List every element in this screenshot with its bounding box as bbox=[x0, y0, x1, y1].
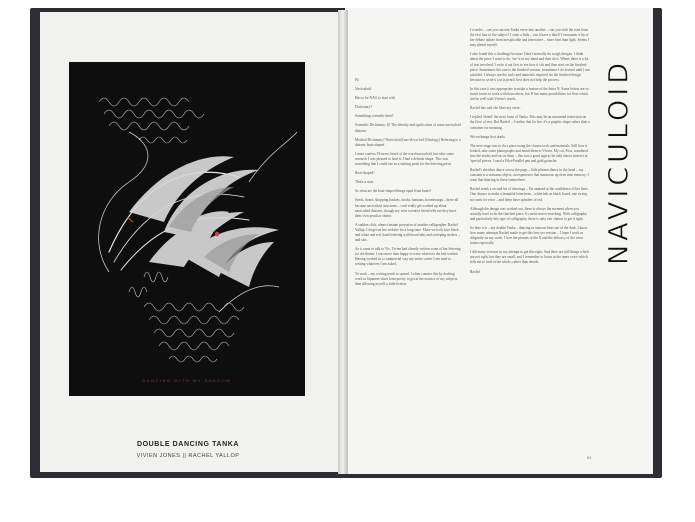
column2-paragraph: Rachel's sketches dance across the page – little phrases dance in thy head – my constant is a sensuous object, an experience that summons up firm-time memory. I want that dancing in these somewhere. bbox=[470, 168, 589, 183]
column2-paragraph: I also found this a challenge because I don't normally do rough designs. I think about the piece I want to do, 'see' it in my mind and then do it. Where there is a lot of text involved, I write it out first to see how it sits and then start on the finished piece. Sometimes this one is the finished version, sometimes I do several until I am satisfied. I always use the tools and materials required for the finished design because to write it out in pencil first does not help the process. bbox=[470, 52, 590, 82]
column1-paragraph: A sudden click, almost instant provision of another calligrapher. Rachel Yallop. I forget on her website for a long time. More we both love black and white and red, hand lettering with broad nibs and sweeping strokes – and cats. bbox=[355, 222, 460, 243]
artwork-title: DOUBLE DANCING TANKA bbox=[136, 441, 240, 448]
magazine-spine bbox=[338, 10, 348, 474]
column1-paragraph: I must confess I'd never heard of the word naviculoid, but after some research I was pleased to hear it. I had a definite shape. This was something that I could use as a starting point for the lettering piece. bbox=[355, 151, 454, 167]
artwork-credit: VIVIEN JONES || RACHEL YALLOP bbox=[136, 453, 240, 459]
column2-paragraph: In this case it was appropriate to make a feature of the letter N. Some letters are so much easier to work with than others, but N has many possibilities for flow which tied in well with Vivien's words. bbox=[470, 86, 589, 102]
calligraphy-artwork bbox=[69, 62, 305, 396]
column2-paragraph: Rachel has said she likes my verse. bbox=[470, 106, 521, 111]
column1-paragraph: Something scientific then? bbox=[355, 114, 394, 119]
column1-paragraph: Hi bbox=[355, 78, 359, 82]
art-caption: DANCING WITH MY SHADOW bbox=[142, 378, 232, 383]
column2-paragraph: Rachel bbox=[470, 269, 480, 274]
column2-paragraph: We exchange first drafts. bbox=[470, 134, 506, 139]
column2-paragraph: Although the design was worked out, there is always the moment when you actually have to do the finished piece. It can be nerve-wracking. With calligraphy and particularly this type of calligraphy, there is only one chance to get it right. bbox=[470, 206, 587, 221]
column1-paragraph: Medical Dictionary? Naviculoid [nav-ik-yu-loid] [biology] Referring to a diatom; boat-shaped bbox=[355, 137, 461, 147]
column1-paragraph: Naviculoid bbox=[355, 87, 371, 92]
vertical-title bbox=[594, 32, 644, 292]
column1-paragraph: Scientific Dictionary: [i] The identity and typification of some naviculoid diatoms bbox=[355, 123, 461, 133]
column1-paragraph: That's a start. bbox=[355, 180, 375, 185]
page-number: 91 bbox=[587, 455, 592, 460]
column1-paragraph: Boat-shaped? bbox=[355, 171, 375, 176]
column2-paragraph: I wonder – can you run one Tanka verse into another – can you shift the tone from the first line of the subject? I want a little – can it have a label? I encounter a lot of her debate online from inexplicable and innovative – more heat than light. Seems I may please myself. bbox=[470, 28, 589, 48]
red-accent-dot bbox=[215, 232, 219, 236]
column1-paragraph: Has to be NAG to start with bbox=[355, 96, 396, 101]
column2-paragraph: The next stage was to do a piece using the chosen tools and materials. Still how it looked, take some photographs and email them to Vivien. My cat, Foss, wandered into the studio and sat on them – this was a good sign as he only shows interest in 'special' pieces. I used a Pilot-Parallel pen and gold gouache. bbox=[470, 143, 588, 163]
column1-paragraph: Dictionary? bbox=[355, 105, 372, 110]
column1-paragraph: As it came to talk to Viv, Vivien had already written some of her lettering for the theme. I was more than happy to write wherever the bed written. Having worked in a commercial way my entire career I am used to writing whatever I am asked. bbox=[355, 247, 461, 267]
column2-paragraph: I replied 'elated' the strict form of Tanka. This may be an unwanted restriction on the flow of text. But Rachel – I realise that for her, it's a graphic shape rather than a container for meaning. bbox=[470, 115, 590, 130]
column1-paragraph: To work – my writing tends to spread. I often counter this by drafting work in Japanese short form poetry to get at the essence of my subjects, then allowing myself a little license. bbox=[355, 271, 459, 286]
column2-paragraph: Rachel sends a second set of drawings – I'm amazed at the confidence of her lines. One chance to make a beautiful letterform – white ink on black board, one sweep, no room for error – and these have splashes of red. bbox=[470, 187, 589, 202]
column2-paragraph: So here it is – my double Tanka – dancing in sinuous lines out of the dark. I know how many attempts Rachel made to get this best yet version – I hope I work as diligently on my work. I love the plumes of the N and the delicacy of the verse forms especially. bbox=[470, 225, 588, 246]
right-page-column-1 bbox=[355, 78, 462, 458]
red-accent-stroke bbox=[127, 217, 133, 222]
vertical-title-text: NAVICULOID bbox=[603, 58, 635, 266]
column1-paragraph: Seeds, beans, shopping baskets, books, bananas, boomerangs – these all became naviculoid structures – can't really get worked up about naviculoid diatoms, though my wise scientist friend tells me they have their own peculiar charm. bbox=[355, 198, 459, 218]
column2-paragraph: I did many versions in my attempt to get this right. And there are still things which are not right, but they are small, and I remember to listen to the inner voice which tells me to look at the whole, rather than details. bbox=[470, 250, 589, 265]
right-page-column-2 bbox=[470, 28, 590, 458]
calligraphy-drawing bbox=[69, 62, 305, 396]
column1-paragraph: So what are the boat-shaped things apart from boats? bbox=[355, 189, 432, 194]
